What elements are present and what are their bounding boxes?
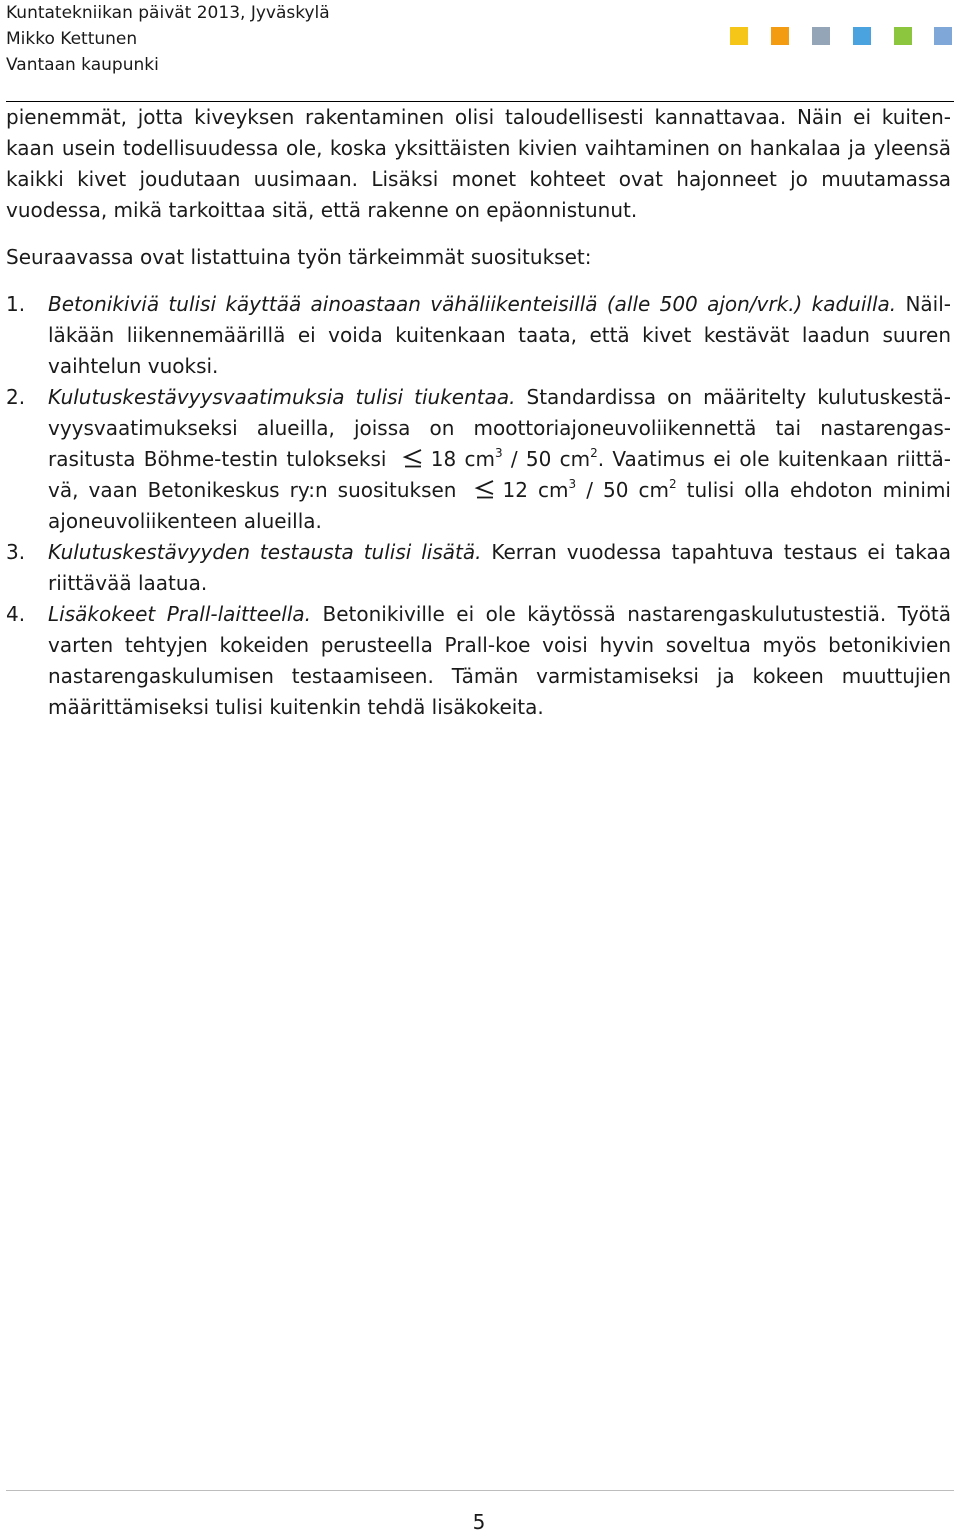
list-item [6,537,951,599]
superscript: 3 [494,446,503,460]
list-number: 2. [6,385,26,409]
item-text: . Vaatimus ei ole kuitenkaan riittävä, vaan Betonikeskus ry:n suosituksen [48,447,951,502]
color-square-lightblue [934,27,952,45]
item-text: tulisi olla ehdoton minimi ajoneuvoliikenteen alueilla. [48,478,951,533]
item-text: Näilläkään liikennemäärillä ei voida kuitenkaan taata, että kivet kestävät laadun suuren vaihtelun vuoksi. [48,292,952,378]
list-number: 3. [6,540,26,564]
recommendations-list [6,289,951,723]
list-number: 4. [6,602,26,626]
color-square-orange [771,27,789,45]
less-equal-icon [401,448,425,468]
header-organization: Vantaan kaupunki [6,55,159,75]
item-text: / 50 cm [502,447,591,471]
color-square-gray [812,27,830,45]
document-body [6,102,951,723]
footer-divider [6,1490,954,1491]
item-lead: Kulutuskestävyyden testausta tulisi lisätä. [48,540,482,564]
item-text: Kerran vuodessa tapahtuva testaus ei takaa riittävää laatua. [48,540,951,595]
item-text: / 50 cm [576,478,669,502]
list-number: 1. [6,292,26,316]
list-item [6,289,951,382]
color-square-blue [853,27,871,45]
item-lead: Kulutuskestävyysvaatimuksia tulisi tiukentaa. [48,385,516,409]
superscript: 2 [668,477,677,491]
color-square-green [894,27,912,45]
header-event: Kuntatekniikan päivät 2013, Jyväskylä [6,3,330,23]
item-text: 12 cm [502,478,569,502]
page-number: 5 [472,1510,486,1534]
document-header [6,0,330,78]
item-lead: Betonikiviä tulisi käyttää ainoastaan vähäliikenteisillä (alle 500 ajon/vrk.) kaduilla. [48,292,897,316]
list-item [6,382,951,537]
paragraph: pienemmät, jotta kiveyksen rakentaminen olisi taloudellisesti kannattavaa. Näin ei kuitenkaan usein todellisuudessa ole, koska yksittäisten kivien vaihtaminen on hankalaa ja yleensä kaikki kivet joudutaan uusimaan. Lisäksi monet kohteet ovat hajonneet jo muutamassa vuodessa, mikä tarkoittaa sitä, että rakenne on epäonnistunut. [6,105,951,222]
header-author: Mikko Kettunen [6,29,138,49]
item-text: Betonikiville ei ole käytössä nastarengaskulutustestiä. Työtä varten tehtyjen kokeiden perusteella Prall-koe voisi hyvin soveltua myös betonikivien nastarengaskulumisen testaamiseen. Tämän varmistamiseksi ja kokeen muuttujien määrittämiseksi tulisi kuitenkin tehdä lisäkokeita. [48,602,952,719]
less-equal-icon [473,479,497,499]
paragraph-intro: Seuraavassa ovat listattuina työn tärkeimmät suositukset: [6,245,592,269]
color-square-yellow [730,27,748,45]
superscript: 2 [590,446,598,460]
superscript: 3 [568,477,577,491]
item-text: 18 cm [430,447,495,471]
item-text: Standardissa on määritelty kulutuskestävyysvaatimukseksi alueilla, joissa on moottoriajoneuvoliikennettä tai nastarengasrasitusta Böhme-testin tulokseksi [48,385,951,471]
item-lead: Lisäkokeet Prall-laitteella. [48,602,311,626]
header-color-squares [730,27,952,45]
list-item [6,599,951,723]
